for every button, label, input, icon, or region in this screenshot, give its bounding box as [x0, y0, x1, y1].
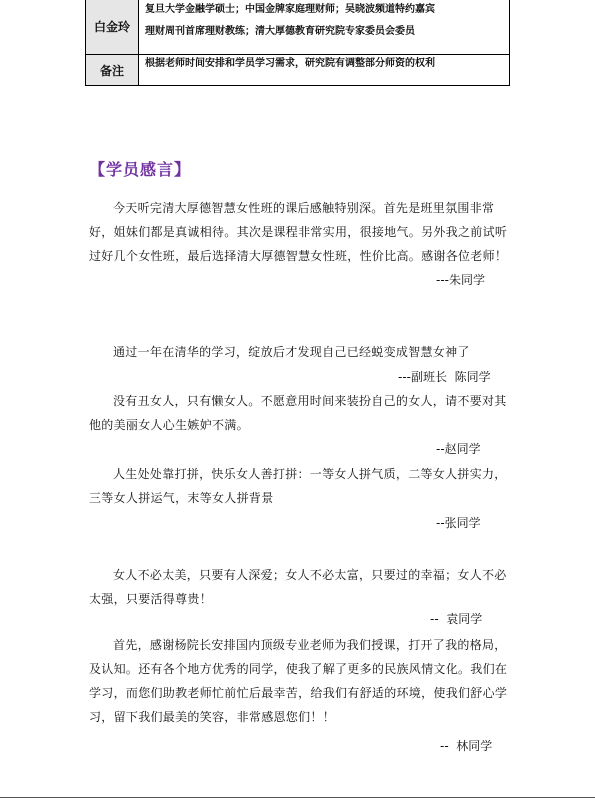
testimonial-text-4: 人生处处靠打拼，快乐女人善打拼：一等女人拼气质，二等女人拼实力，三等女人拼运气，末等女人拼背景 [89, 467, 507, 505]
testimonial-text-6: 首先，感谢杨院长安排国内顶级专业老师为我们授课，打开了我的格局，及认知。还有各个地方优秀的同学，使我了解了更多的民族风情文化。我们在学习，而您们助教老师忙前忙后最幸苦，给我们有舒适的环境，使我们舒心学习，留下我们最美的笑容，非常感恩您们！！ [89, 638, 508, 724]
note-row [86, 55, 510, 86]
note-label-cell: 备注 [86, 55, 139, 86]
teacher-info-table [85, 0, 510, 86]
testimonial-signature-1: ---朱同学 [436, 273, 485, 287]
testimonial-text-1: 今天听完清大厚德智慧女性班的课后感触特别深。首先是班里氛围非常好，姐妹们都是真诚相待。其次是课程非常实用，很接地气。另外我之前试听过好几个女性班，最后选择清大厚德智慧女性班，性价比高。感谢各位老师！ [89, 201, 508, 263]
section-title: 【学员感言】 [89, 160, 192, 179]
teacher-name-cell: 白金玲 [86, 0, 139, 55]
teacher-bio-line-2: 理财周刊首席理财教练；清大厚德教育研究院专家委员会委员 [145, 26, 415, 37]
note-text-cell: 根据老师时间安排和学员学习需求，研究院有调整部分师资的权利 [139, 55, 510, 86]
testimonial-signature-3: --赵同学 [436, 442, 481, 456]
testimonial-text-3: 没有丑女人，只有懒女人。不愿意用时间来装扮自己的女人，请不要对其他的美丽女人心生嫉妒不满。 [89, 394, 507, 432]
testimonial-text-2: 通过一年在清华的学习，绽放后才发现自己已经蜕变成智慧女神了 [113, 345, 470, 359]
page-bottom-rule [0, 797, 595, 798]
teacher-bio-cell [139, 0, 510, 55]
testimonial-text-5: 女人不必太美，只要有人深爱；女人不必太富，只要过的幸福；女人不必太强，只要活得尊贵！ [89, 568, 507, 606]
testimonial-signature-6: -- 林同学 [440, 739, 493, 753]
testimonial-signature-5: -- 袁同学 [430, 612, 483, 626]
testimonial-signature-2: ---副班长 陈同学 [398, 370, 491, 384]
testimonial-signature-4: --张同学 [436, 516, 481, 530]
teacher-row [86, 0, 510, 55]
teacher-bio-line-1: 复旦大学金融学硕士；中国金牌家庭理财师；吴晓波频道特约嘉宾 [145, 4, 435, 15]
